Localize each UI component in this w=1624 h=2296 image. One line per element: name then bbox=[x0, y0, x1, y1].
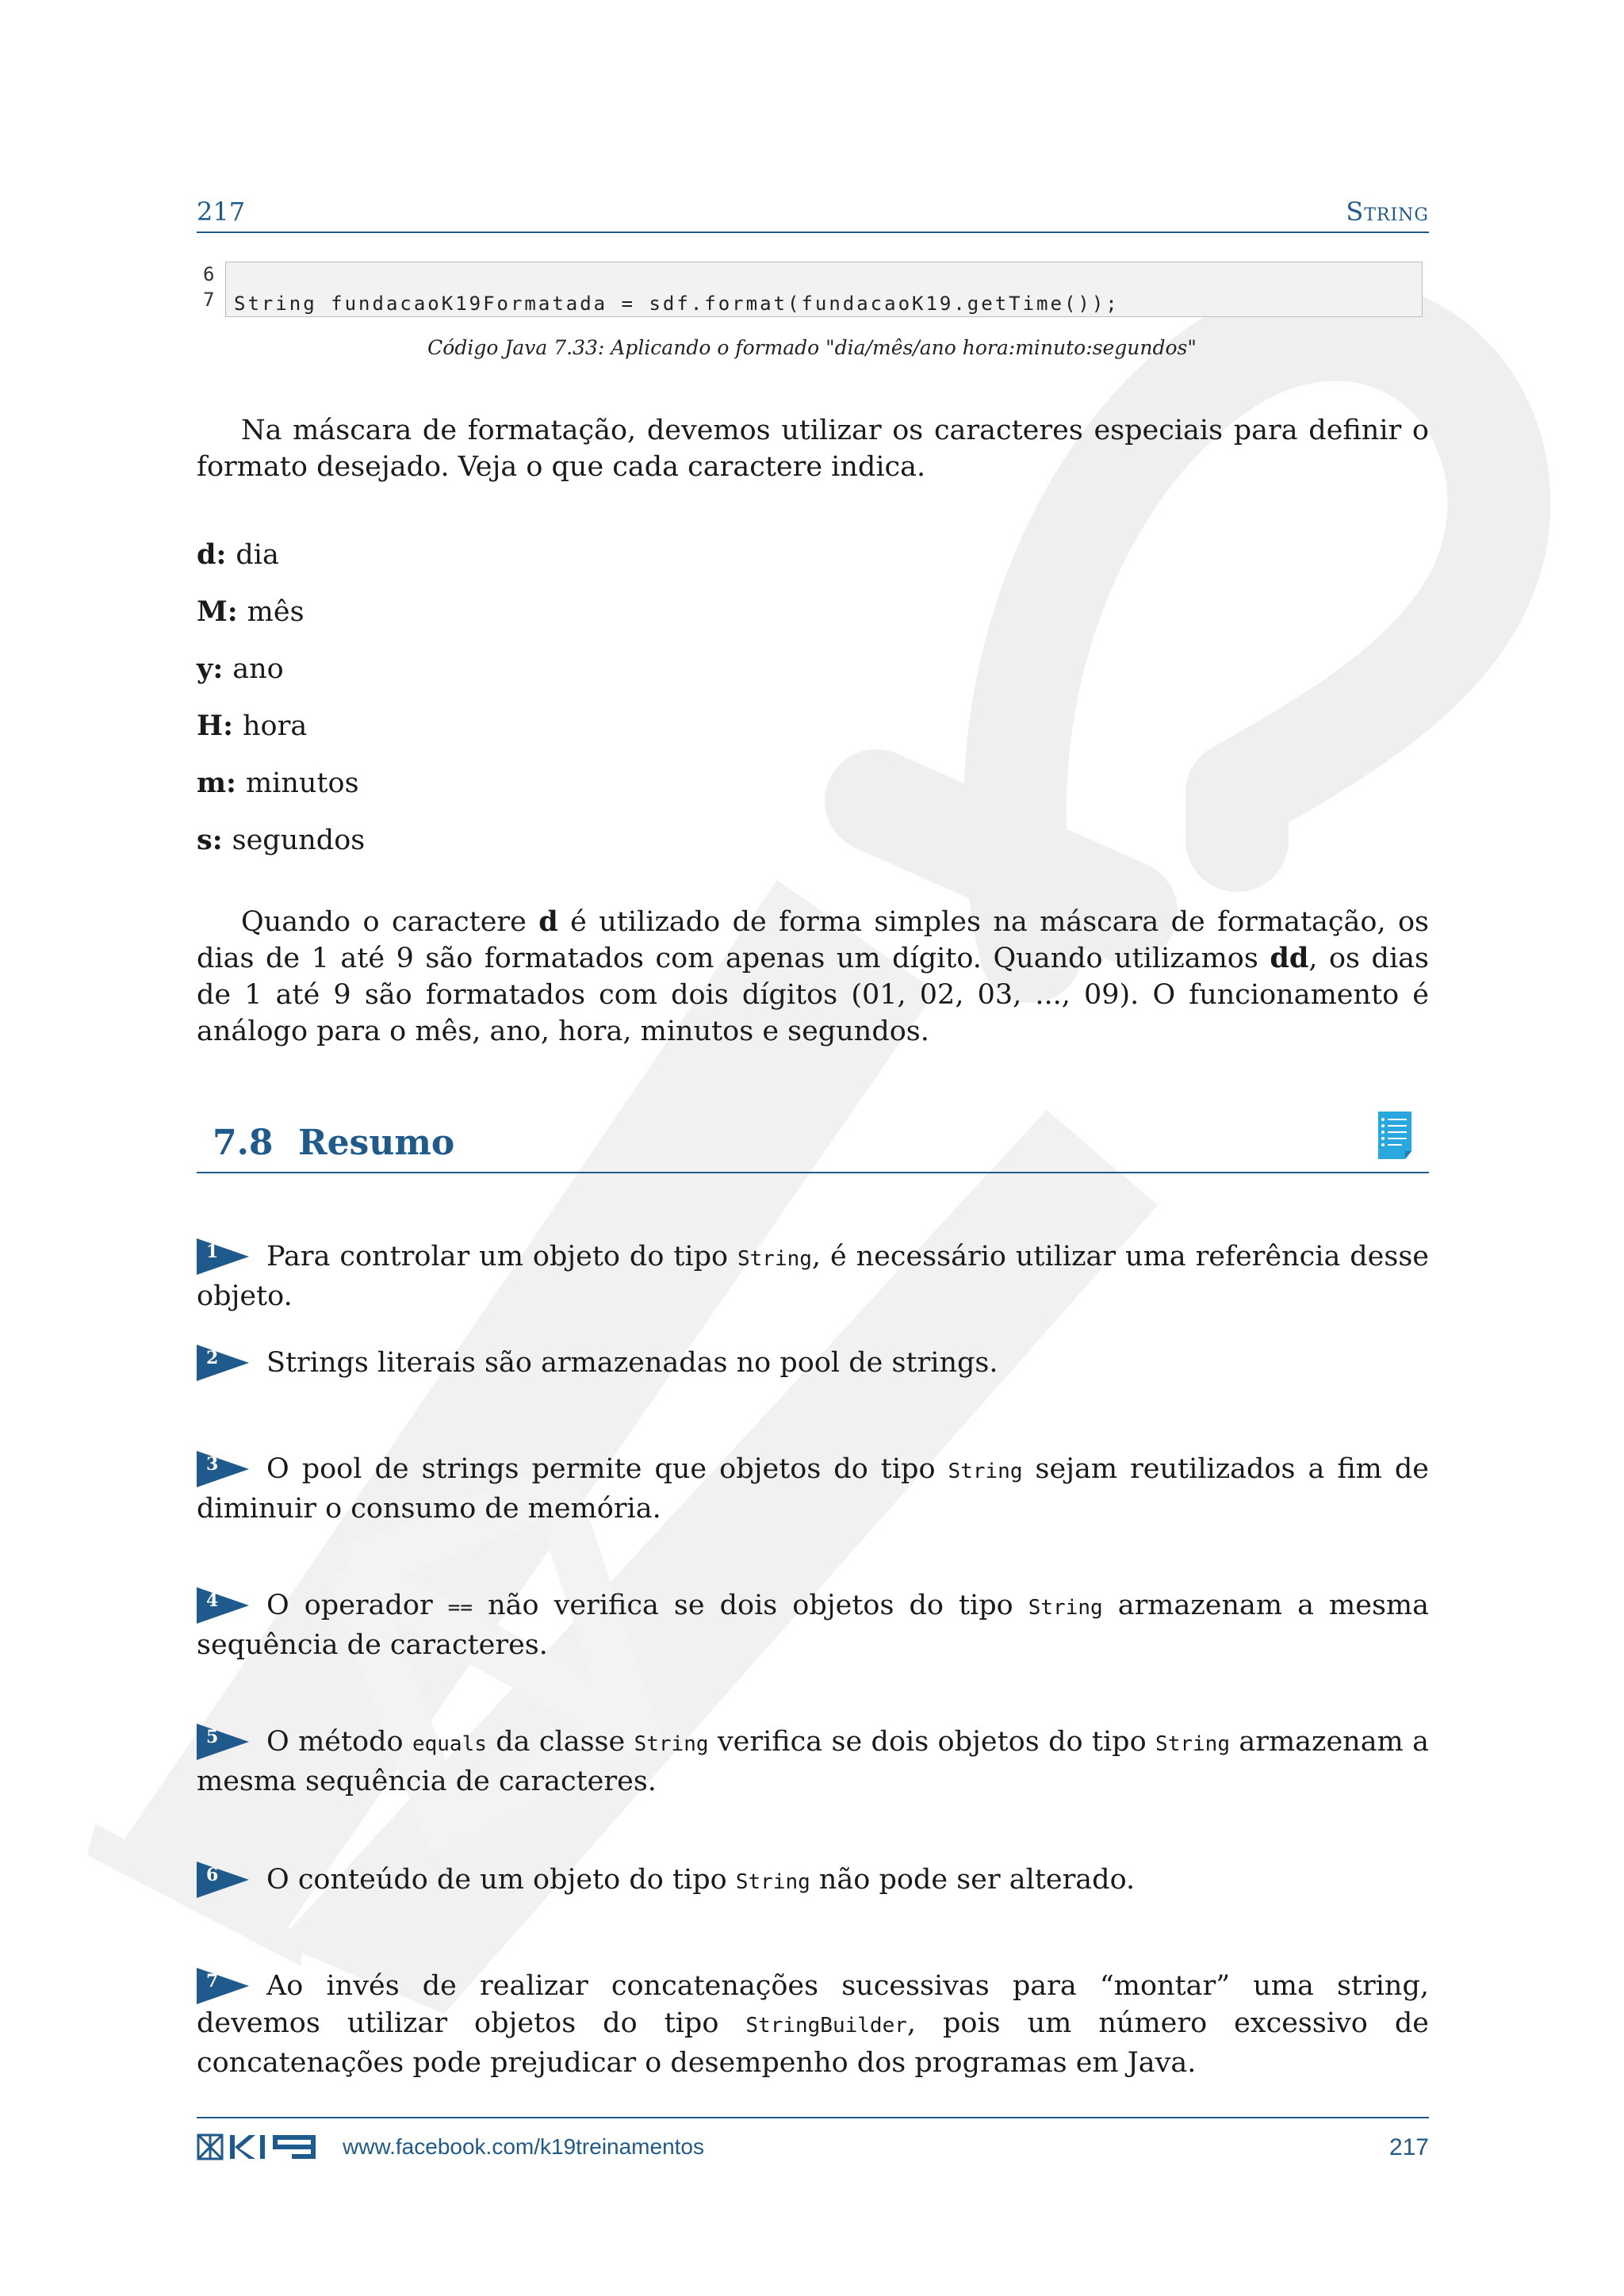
inline-code: String bbox=[737, 1247, 812, 1271]
explanation-bold: d bbox=[538, 905, 558, 938]
inline-code: String bbox=[735, 1870, 810, 1894]
intro-paragraph bbox=[197, 412, 1429, 485]
summary-item bbox=[197, 1587, 1429, 1664]
code-caption: Código Java 7.33: Aplicando o formado "dia/mês/ano hora:minuto:segundos" bbox=[427, 336, 1197, 359]
explanation-text: é utilizado de forma simples na máscara de formatação, os dias de 1 até 9 são formatados com apenas um dígito. Quando utilizamos bbox=[197, 906, 1429, 974]
summary-text: O operador bbox=[266, 1590, 448, 1621]
summary-text: , pois um número excessivo de concatenações pode prejudicar o desempenho dos programas em Java. bbox=[197, 2007, 1429, 2079]
summary-item bbox=[197, 1724, 1429, 1800]
summary-marker-icon bbox=[197, 1345, 249, 1381]
summary-number: 2 bbox=[206, 1348, 219, 1368]
k19-logo bbox=[197, 2133, 320, 2161]
code-line bbox=[226, 262, 1422, 288]
explanation-text: , os dias de 1 até 9 são formatados com dois dígitos (01, 02, 03, ..., 09). O funcionamento é análogo para o mês, ano, hora, minutos e segundos. bbox=[197, 943, 1429, 1047]
definition-value: minutos bbox=[245, 767, 359, 799]
inline-code: String bbox=[1028, 1596, 1103, 1620]
code-area bbox=[225, 262, 1423, 317]
summary-text: da classe bbox=[486, 1726, 634, 1758]
summary-text: armazenam a mesma sequência de caracteres. bbox=[197, 1590, 1429, 1661]
summary-number: 6 bbox=[206, 1865, 219, 1885]
header-chapter-title: String bbox=[1346, 197, 1429, 227]
definition-key: H: bbox=[197, 710, 233, 742]
inline-code: String bbox=[948, 1460, 1023, 1483]
line-number: 7 bbox=[203, 289, 215, 311]
summary-marker-icon bbox=[197, 1968, 249, 2004]
footer-page-number: 217 bbox=[1388, 2134, 1429, 2160]
definition-value: mês bbox=[247, 596, 304, 628]
summary-text: O conteúdo de um objeto do tipo bbox=[266, 1864, 736, 1896]
summary-text: não pode ser alterado. bbox=[810, 1864, 1136, 1896]
definition-value: segundos bbox=[232, 825, 366, 856]
summary-marker-icon bbox=[197, 1451, 249, 1487]
summary-text: armazenam a mesma sequência de caracteres. bbox=[197, 1726, 1429, 1797]
definition-item bbox=[197, 538, 279, 572]
footer-url[interactable]: www.facebook.com/k19treinamentos bbox=[343, 2134, 704, 2159]
inline-code: StringBuilder bbox=[745, 2014, 907, 2038]
notes-icon bbox=[1377, 1110, 1415, 1161]
summary-item bbox=[197, 1238, 1429, 1315]
definition-key: m: bbox=[197, 767, 236, 799]
summary-number: 5 bbox=[206, 1727, 219, 1747]
section-rule bbox=[197, 1172, 1429, 1173]
definition-key: d: bbox=[197, 538, 227, 571]
definition-key: M: bbox=[197, 595, 238, 628]
inline-code: equals bbox=[412, 1732, 487, 1756]
summary-text: não verifica se dois objetos do tipo bbox=[473, 1590, 1028, 1621]
definition-item bbox=[197, 709, 307, 744]
definition-item bbox=[197, 823, 365, 858]
definition-value: dia bbox=[236, 539, 279, 571]
definition-item bbox=[197, 766, 359, 801]
summary-text: sejam reutilizados a fim de diminuir o consumo de memória. bbox=[197, 1453, 1430, 1525]
summary-item bbox=[197, 1968, 1429, 2082]
definition-value: ano bbox=[232, 653, 284, 685]
explanation-bold: dd bbox=[1270, 942, 1309, 974]
definition-item bbox=[197, 652, 284, 687]
section-title: Resumo bbox=[298, 1123, 455, 1163]
inline-code: String bbox=[1155, 1732, 1230, 1756]
code-line-numbers bbox=[197, 262, 222, 317]
summary-text: Ao invés de realizar concatenações sucessivas para “montar” uma string, devemos utilizar objetos do tipo bbox=[197, 1970, 1429, 2039]
inline-code: String bbox=[634, 1732, 709, 1756]
summary-text: verifica se dois objetos do tipo bbox=[708, 1726, 1156, 1758]
summary-item bbox=[197, 1451, 1429, 1528]
inline-code: == bbox=[447, 1596, 473, 1620]
summary-marker-icon bbox=[197, 1587, 249, 1624]
header-page-number: 217 bbox=[197, 197, 246, 227]
summary-marker-icon bbox=[197, 1862, 249, 1898]
summary-item bbox=[197, 1345, 1429, 1382]
definition-value: hora bbox=[243, 710, 308, 742]
summary-text: O pool de strings permite que objetos do tipo bbox=[266, 1453, 948, 1485]
code-listing bbox=[197, 262, 1423, 317]
definition-key: y: bbox=[197, 652, 224, 685]
explanation-text: Quando o caractere bbox=[241, 906, 539, 938]
summary-item bbox=[197, 1862, 1429, 1901]
definition-key: s: bbox=[197, 824, 223, 856]
code-line: String fundacaoK19Formatada = sdf.format(fundacaoK19.getTime()); bbox=[234, 293, 1120, 315]
definition-item bbox=[197, 595, 304, 629]
summary-number: 4 bbox=[206, 1590, 219, 1611]
summary-text: O método bbox=[266, 1726, 412, 1758]
footer-rule bbox=[197, 2117, 1429, 2118]
summary-marker-icon bbox=[197, 1238, 249, 1275]
summary-text: , é necessário utilizar uma referência desse objeto. bbox=[197, 1241, 1430, 1312]
summary-text: Strings literais são armazenadas no pool de strings. bbox=[266, 1347, 998, 1379]
header-rule bbox=[197, 232, 1429, 233]
summary-number: 7 bbox=[206, 1971, 219, 1992]
line-number: 6 bbox=[203, 263, 215, 285]
summary-text: Para controlar um objeto do tipo bbox=[266, 1241, 737, 1272]
summary-number: 1 bbox=[206, 1242, 219, 1262]
summary-number: 3 bbox=[206, 1454, 219, 1475]
section-number: 7.8 bbox=[213, 1123, 274, 1163]
summary-marker-icon bbox=[197, 1724, 249, 1760]
intro-text: Na máscara de formatação, devemos utilizar os caracteres especiais para definir o formato desejado. Veja o que cada caractere indica. bbox=[197, 415, 1429, 483]
explanation-paragraph bbox=[197, 904, 1429, 1050]
